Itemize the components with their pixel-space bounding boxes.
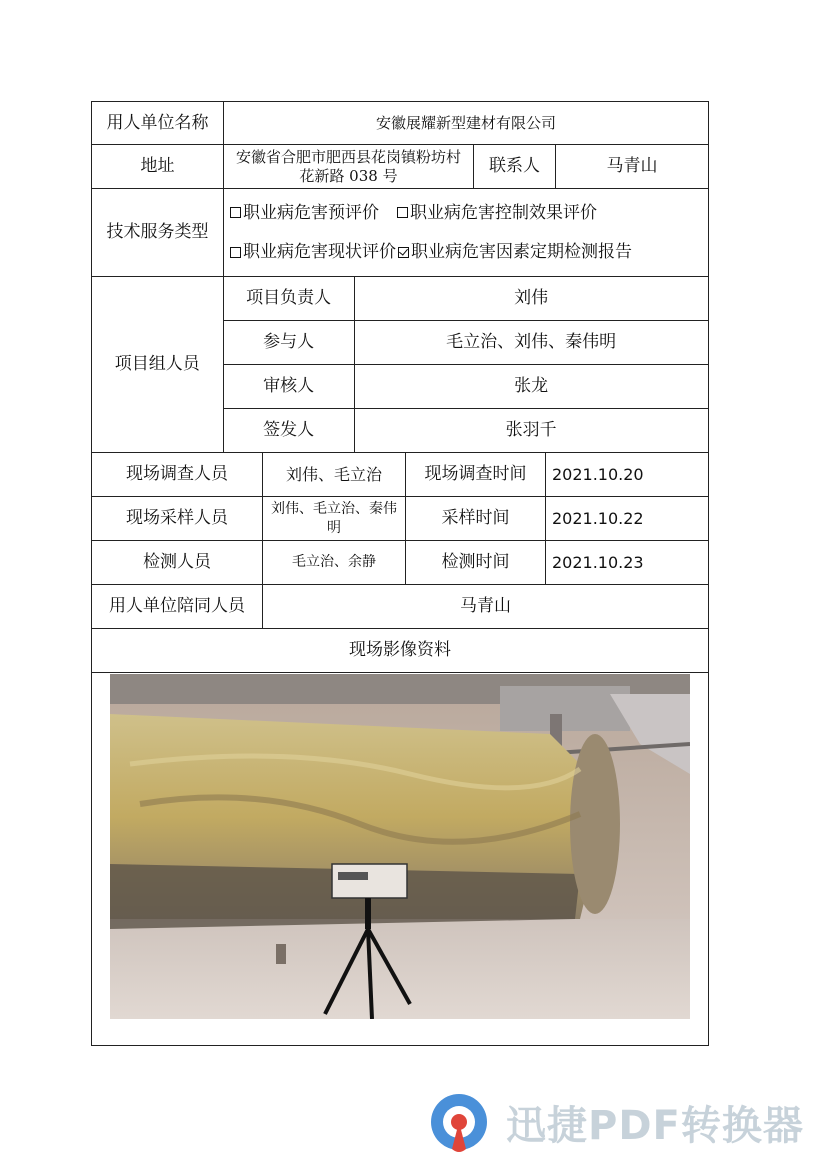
team-member-row	[224, 321, 708, 365]
contact-label: 联系人	[474, 145, 556, 188]
escort-label: 用人单位陪同人员	[92, 585, 263, 628]
escort-value: 马青山	[460, 596, 511, 617]
testing-time-label: 检测时间	[406, 541, 546, 584]
testing-time-value: 2021.10.23	[552, 552, 644, 572]
team-row	[91, 277, 709, 453]
sampling-staff-label: 现场采样人员	[92, 497, 263, 540]
testing-row	[91, 541, 709, 585]
employer-label: 用人单位名称	[92, 102, 224, 144]
address-row	[91, 145, 709, 189]
team-list	[224, 277, 708, 452]
team-name: 张羽千	[505, 420, 557, 441]
survey-time-value: 2021.10.20	[552, 464, 644, 484]
team-role: 签发人	[224, 409, 355, 452]
escort-row	[91, 585, 709, 629]
employer-row	[91, 101, 709, 145]
address-value: 安徽省合肥市肥西县花岗镇粉坊村花新路 038 号	[224, 145, 474, 188]
sampling-time-label: 采样时间	[406, 497, 546, 540]
team-name: 张龙	[514, 376, 549, 397]
service-option-control-effect[interactable]: 职业病危害控制效果评价	[397, 203, 597, 223]
photo-container	[92, 673, 708, 1045]
checkbox-unchecked-icon[interactable]	[230, 207, 241, 218]
survey-row	[91, 453, 709, 497]
team-member-row	[224, 365, 708, 409]
service-option-pre-evaluation[interactable]: 职业病危害预评价	[230, 203, 379, 223]
testing-staff-value: 毛立治、余静	[263, 541, 406, 584]
photo-header: 现场影像资料	[349, 640, 451, 661]
survey-staff-label: 现场调查人员	[92, 453, 263, 496]
team-name: 毛立治、刘伟、秦伟明	[446, 332, 617, 353]
survey-staff-value: 刘伟、毛立治	[263, 453, 406, 496]
team-role: 审核人	[224, 365, 355, 408]
team-name: 刘伟	[514, 288, 549, 309]
team-role: 项目负责人	[224, 277, 355, 320]
survey-time-label: 现场调查时间	[406, 453, 546, 496]
site-photo	[110, 674, 690, 1019]
sampling-row	[91, 497, 709, 541]
team-member-row	[224, 277, 708, 321]
info-table	[91, 101, 709, 1046]
service-options-line-1	[230, 203, 702, 223]
watermark-text: 迅捷PDF转换器	[506, 1102, 804, 1149]
service-type-row	[91, 189, 709, 277]
service-option-periodic-testing[interactable]: 职业病危害因素定期检测报告	[398, 242, 632, 262]
checkbox-checked-icon[interactable]	[398, 247, 409, 258]
service-option-status-evaluation[interactable]: 职业病危害现状评价	[230, 242, 396, 262]
team-role: 参与人	[224, 321, 355, 364]
employer-value: 安徽展耀新型建材有限公司	[375, 114, 556, 132]
contact-value: 马青山	[606, 156, 658, 177]
xunjie-pdf-logo-icon	[426, 1089, 492, 1155]
address-label: 地址	[92, 145, 224, 188]
checkbox-unchecked-icon[interactable]	[397, 207, 408, 218]
testing-staff-label: 检测人员	[92, 541, 263, 584]
checkbox-unchecked-icon[interactable]	[230, 247, 241, 258]
service-options-line-2	[230, 242, 702, 262]
photo-header-row	[91, 629, 709, 673]
team-member-row	[224, 409, 708, 452]
team-label: 项目组人员	[92, 277, 224, 452]
sampling-staff-value: 刘伟、毛立治、秦伟明	[263, 497, 406, 540]
photo-row	[91, 673, 709, 1046]
service-type-label: 技术服务类型	[92, 189, 224, 276]
sampling-time-value: 2021.10.22	[552, 508, 644, 528]
service-options	[224, 189, 708, 276]
watermark	[426, 1087, 816, 1157]
